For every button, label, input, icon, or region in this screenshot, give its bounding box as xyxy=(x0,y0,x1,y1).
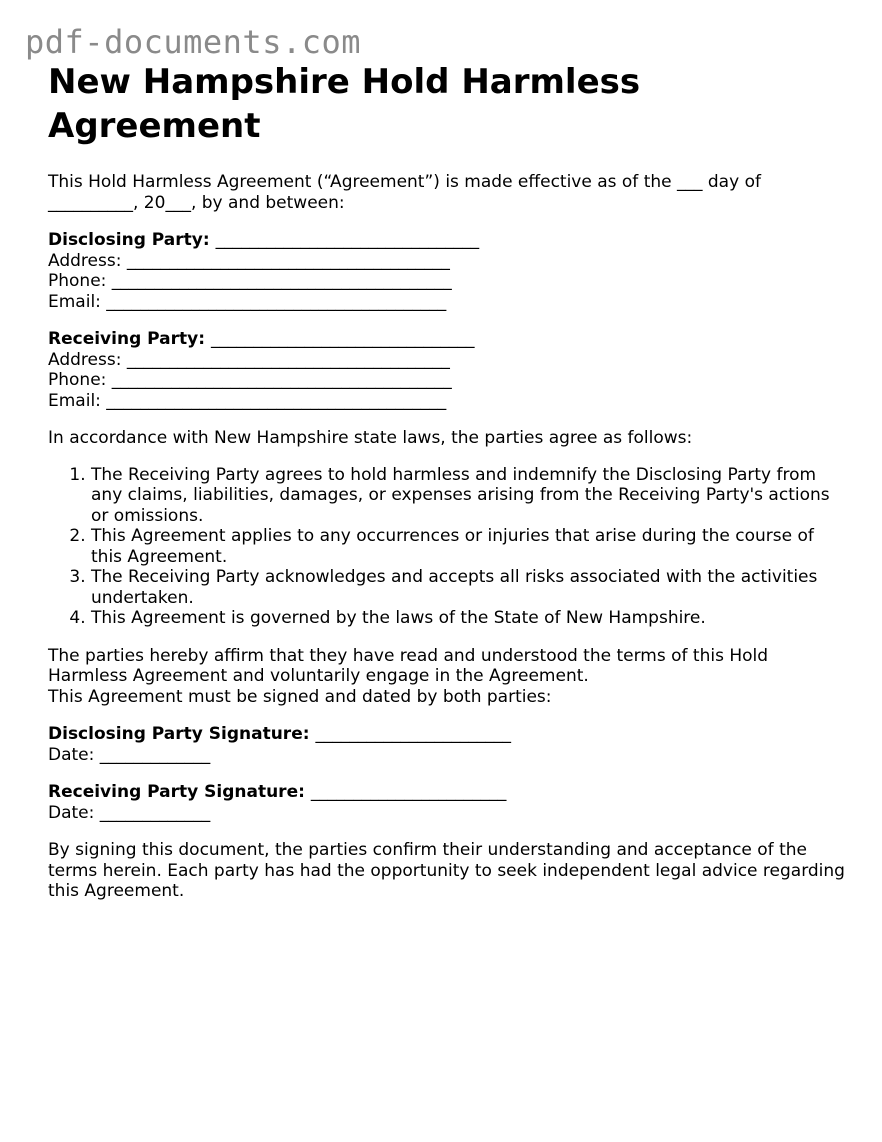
document-page xyxy=(48,60,848,902)
disclosing-signature-blank: _______________________ xyxy=(315,724,511,744)
disclosing-party-heading: Disclosing Party: xyxy=(48,230,216,250)
term-item: 4. This Agreement is governed by the laws of the State of New Hampshire. xyxy=(91,608,848,629)
receiving-party-heading-line xyxy=(48,329,848,350)
receiving-party-block xyxy=(48,329,848,411)
disclosing-signature-label: Disclosing Party Signature: xyxy=(48,724,316,744)
disclosing-party-name-blank: _______________________________ xyxy=(215,230,480,250)
law-statement: In accordance with New Hampshire state laws, the parties agree as follows: xyxy=(48,428,693,448)
affirmation-block xyxy=(48,646,848,708)
receiving-signature-date: Date: _____________ xyxy=(48,802,211,823)
closing-paragraph: By signing this document, the parties confirm their understanding and acceptance of the terms herein. Each party has had the opportunity to seek independent legal advice regarding this Agreement. xyxy=(48,840,845,901)
receiving-party-name-blank: _______________________________ xyxy=(210,329,475,349)
receiving-signature-blank: _______________________ xyxy=(310,782,507,802)
disclosing-party-address: Address: ______________________________________ xyxy=(48,250,450,271)
receiving-signature-line xyxy=(48,782,848,803)
receiving-party-address: Address: ______________________________________ xyxy=(48,349,450,370)
receiving-signature-label: Receiving Party Signature: xyxy=(48,782,311,802)
disclosing-party-heading-line xyxy=(48,230,848,251)
term-item: 2. This Agreement applies to any occurrences or injuries that arise during the course of this Agreement. xyxy=(91,526,848,567)
page-title: New Hampshire Hold Harmless Agreement xyxy=(48,62,641,146)
receiving-party-phone: Phone: ________________________________________ xyxy=(48,370,452,390)
receiving-party-email: Email: ________________________________________ xyxy=(48,390,447,411)
intro-paragraph: This Hold Harmless Agreement (“Agreement”) is made effective as of the ___ day of __________, 20___, by and between: xyxy=(48,172,761,213)
receiving-party-heading: Receiving Party: xyxy=(48,329,211,349)
receiving-signature-block xyxy=(48,782,848,823)
disclosing-party-phone: Phone: ________________________________________ xyxy=(48,271,452,291)
disclosing-party-block xyxy=(48,230,848,312)
disclosing-signature-block xyxy=(48,724,848,765)
disclosing-signature-line xyxy=(48,724,848,745)
term-item: 1. The Receiving Party agrees to hold harmless and indemnify the Disclosing Party from any claims, liabilities, damages, or expenses arising from the Receiving Party's actions or omissions. xyxy=(91,465,848,527)
term-item: 3. The Receiving Party acknowledges and accepts all risks associated with the activities undertaken. xyxy=(91,567,848,608)
affirmation-text: The parties hereby affirm that they have read and understood the terms of this Hold Harmless Agreement and voluntarily engage in the Agreement. xyxy=(48,645,769,686)
disclosing-party-email: Email: ________________________________________ xyxy=(48,291,447,312)
disclosing-signature-date: Date: _____________ xyxy=(48,744,211,765)
watermark: pdf-documents.com xyxy=(25,23,362,61)
signing-requirement: This Agreement must be signed and dated by both parties: xyxy=(48,686,552,707)
terms-list xyxy=(48,465,848,629)
